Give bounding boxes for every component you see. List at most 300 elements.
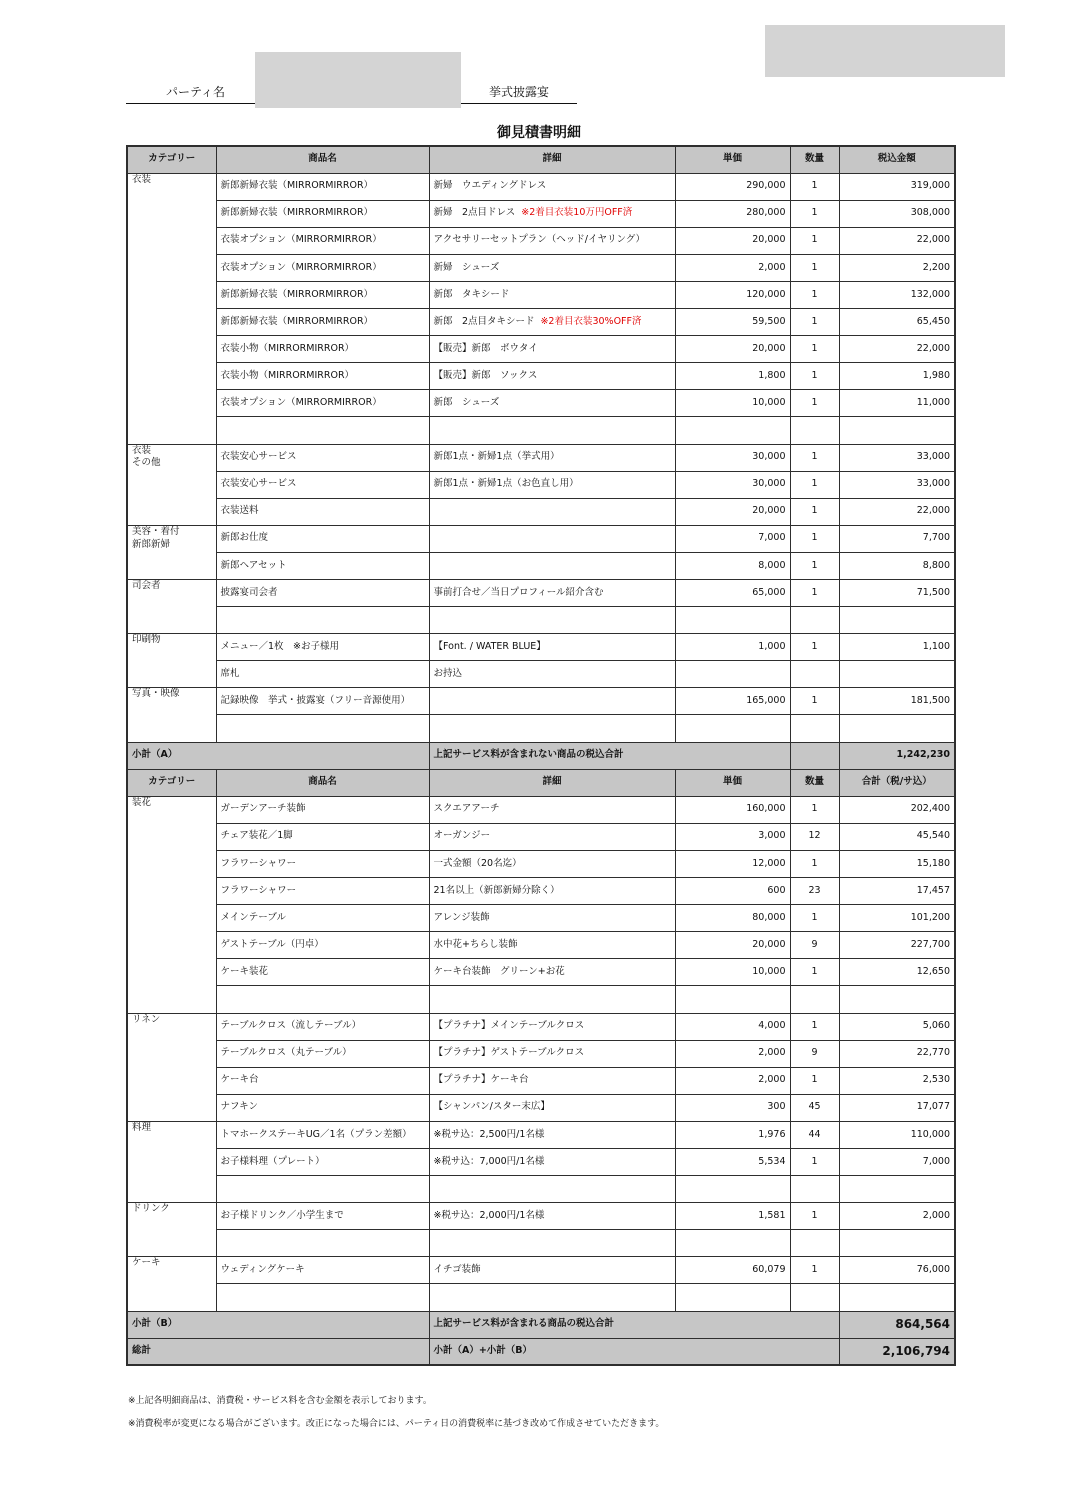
detail-text: 【プラチナ】ケーキ台 (433, 1074, 529, 1086)
quantity-cell: 1 (790, 959, 839, 986)
header-qty: 数量 (790, 769, 839, 796)
amount-cell: 5,060 (839, 1013, 955, 1040)
item-name-cell: 衣装小物（MIRRORMIRROR） (216, 336, 429, 363)
subtotal-a-row-empty (790, 742, 839, 769)
detail-cell (429, 336, 675, 363)
item-name-cell: ゲストテーブル（円卓） (216, 932, 429, 959)
table-row (127, 959, 955, 986)
amount-cell: 15,180 (839, 850, 955, 877)
detail-text: ※税サ込：2,000円/1名様 (433, 1209, 545, 1221)
footnote-2: ※消費税率が変更になる場合がございます。改正になった場合には、パーティ日の消費税率に基づき改めて作成させていただきます。 (128, 1419, 665, 1429)
quantity-cell (790, 1176, 839, 1203)
table-row (127, 796, 955, 823)
detail-text: お持込 (433, 667, 463, 679)
quantity-cell: 9 (790, 932, 839, 959)
unit-price-cell (675, 1176, 790, 1203)
unit-price-cell: 59,500 (675, 309, 790, 336)
unit-price-cell: 2,000 (675, 254, 790, 281)
item-name-cell: チェア装花／1脚 (216, 823, 429, 850)
detail-cell (429, 905, 675, 932)
quantity-cell: 1 (790, 363, 839, 390)
table-row (127, 580, 955, 607)
header-category: カテゴリー (127, 769, 216, 796)
table-row (127, 363, 955, 390)
redacted-box-top-right (765, 25, 1005, 77)
detail-text: オーガンジー (433, 830, 491, 842)
quantity-cell: 1 (790, 309, 839, 336)
detail-cell (429, 552, 675, 579)
unit-price-cell: 60,079 (675, 1257, 790, 1284)
detail-text: 水中花+ちらし装飾 (433, 938, 518, 950)
quantity-cell: 9 (790, 1040, 839, 1067)
amount-cell: 132,000 (839, 281, 955, 308)
unit-price-cell: 600 (675, 878, 790, 905)
unit-price-cell (675, 1230, 790, 1257)
amount-cell (839, 417, 955, 444)
quantity-cell: 1 (790, 1067, 839, 1094)
item-name-cell: 新郎新婦衣装（MIRRORMIRROR） (216, 309, 429, 336)
item-name-cell: 衣装オプション（MIRRORMIRROR） (216, 227, 429, 254)
detail-cell (429, 1121, 675, 1148)
unit-price-cell (675, 661, 790, 688)
unit-price-cell: 30,000 (675, 471, 790, 498)
detail-text: 新婦 ウエディングドレス (433, 180, 547, 192)
detail-text: 【販売】新郎 ソックス (433, 369, 538, 381)
item-name-cell: ウェディングケーキ (216, 1257, 429, 1284)
table-row (127, 1230, 955, 1257)
quantity-cell: 45 (790, 1094, 839, 1121)
amount-cell (839, 1284, 955, 1311)
detail-text: 【シャンパン/スター末広】 (433, 1101, 550, 1113)
category-cell (127, 1203, 216, 1257)
quantity-cell: 1 (790, 552, 839, 579)
amount-cell (839, 715, 955, 742)
unit-price-cell: 1,000 (675, 634, 790, 661)
detail-cell (429, 1284, 675, 1311)
table-row (127, 1013, 955, 1040)
table-row (127, 1121, 955, 1148)
item-name-cell: テーブルクロス（丸テーブル） (216, 1040, 429, 1067)
detail-cell (429, 471, 675, 498)
table-row (127, 525, 955, 552)
subtotal-b-row-label: 小計（B） (127, 1311, 429, 1338)
table-row (127, 309, 955, 336)
party-type-value: 挙式披露宴 (489, 85, 550, 99)
table-row (127, 227, 955, 254)
amount-cell: 202,400 (839, 796, 955, 823)
item-name-cell (216, 1284, 429, 1311)
unit-price-cell: 120,000 (675, 281, 790, 308)
item-name-cell: ナフキン (216, 1094, 429, 1121)
item-name-cell: 記録映像 挙式・披露宴（フリー音源使用） (216, 688, 429, 715)
unit-price-cell: 12,000 (675, 850, 790, 877)
grand-total-row (127, 1338, 955, 1365)
table-row (127, 1176, 955, 1203)
table-row (127, 850, 955, 877)
header-row (127, 769, 955, 796)
item-name-cell: ケーキ装花 (216, 959, 429, 986)
item-name-cell: フラワーシャワー (216, 850, 429, 877)
detail-cell (429, 823, 675, 850)
detail-cell (429, 444, 675, 471)
table-row (127, 688, 955, 715)
item-name-cell: メニュー／1枚 ※お子様用 (216, 634, 429, 661)
detail-text: 一式金額（20名迄） (433, 857, 522, 869)
amount-cell: 2,530 (839, 1067, 955, 1094)
item-name-cell: トマホークステーキUG／1名（プラン差額） (216, 1121, 429, 1148)
redacted-party-name (255, 52, 461, 108)
amount-cell (839, 986, 955, 1013)
unit-price-cell: 8,000 (675, 552, 790, 579)
table-row (127, 661, 955, 688)
detail-text: スクエアアーチ (433, 803, 500, 815)
category-label: ドリンク (132, 1203, 170, 1215)
detail-cell (429, 1094, 675, 1121)
item-name-cell: ガーデンアーチ装飾 (216, 796, 429, 823)
category-cell (127, 1013, 216, 1121)
quantity-cell: 1 (790, 336, 839, 363)
subtotal-a-row (127, 742, 955, 769)
table-row (127, 878, 955, 905)
category-label: リネン (132, 1013, 161, 1025)
unit-price-cell: 65,000 (675, 580, 790, 607)
unit-price-cell: 80,000 (675, 905, 790, 932)
quantity-cell: 44 (790, 1121, 839, 1148)
header-price: 単価 (675, 769, 790, 796)
item-name-cell (216, 1230, 429, 1257)
amount-cell: 22,000 (839, 227, 955, 254)
category-cell (127, 1257, 216, 1311)
detail-cell (429, 796, 675, 823)
unit-price-cell (675, 1284, 790, 1311)
amount-cell: 17,077 (839, 1094, 955, 1121)
detail-text: ※税サ込：7,000円/1名様 (433, 1155, 545, 1167)
detail-text: ※税サ込：2,500円/1名様 (433, 1128, 545, 1140)
unit-price-cell: 2,000 (675, 1040, 790, 1067)
unit-price-cell: 5,534 (675, 1148, 790, 1175)
detail-cell (429, 580, 675, 607)
amount-cell: 308,000 (839, 200, 955, 227)
category-label: その他 (132, 457, 161, 469)
unit-price-cell (675, 607, 790, 634)
document-title: 御見積書明細 (497, 125, 581, 141)
detail-cell (429, 417, 675, 444)
header-detail: 詳細 (429, 146, 675, 173)
table-row (127, 715, 955, 742)
detail-cell (429, 254, 675, 281)
header-row (127, 146, 955, 173)
detail-text: 新婦 2点目ドレス (433, 207, 516, 219)
detail-cell (429, 498, 675, 525)
quantity-cell: 1 (790, 254, 839, 281)
amount-cell: 2,200 (839, 254, 955, 281)
unit-price-cell: 30,000 (675, 444, 790, 471)
item-name-cell: 新郎新婦衣装（MIRRORMIRROR） (216, 173, 429, 200)
amount-cell: 17,457 (839, 878, 955, 905)
detail-text: 新郎 2点目タキシード (433, 315, 535, 327)
detail-text: 【販売】新郎 ボウタイ (433, 342, 538, 354)
category-label: ケーキ (132, 1257, 161, 1269)
party-name-underline (126, 103, 255, 104)
party-name-label: パーティ名 (166, 85, 226, 99)
item-name-cell (216, 715, 429, 742)
detail-cell (429, 986, 675, 1013)
subtotal-b-row-amount: 864,564 (839, 1311, 955, 1338)
amount-cell: 1,980 (839, 363, 955, 390)
detail-cell (429, 227, 675, 254)
detail-text: ケーキ台装飾 グリーン+お花 (433, 965, 565, 977)
unit-price-cell: 20,000 (675, 498, 790, 525)
discount-note: ※2着目衣装30%OFF済 (540, 315, 642, 327)
quantity-cell: 1 (790, 688, 839, 715)
amount-cell: 7,000 (839, 1148, 955, 1175)
quantity-cell: 1 (790, 580, 839, 607)
detail-text: アレンジ装飾 (433, 911, 490, 923)
category-cell (127, 525, 216, 579)
category-cell (127, 580, 216, 634)
quantity-cell (790, 607, 839, 634)
header-item: 商品名 (216, 146, 429, 173)
quantity-cell: 1 (790, 444, 839, 471)
category-label: 衣装 (132, 444, 152, 456)
quantity-cell: 1 (790, 1013, 839, 1040)
category-cell (127, 634, 216, 688)
header-amount: 合計（税/サ込） (839, 769, 955, 796)
quantity-cell: 1 (790, 1257, 839, 1284)
item-name-cell (216, 986, 429, 1013)
table-row (127, 986, 955, 1013)
discount-note: ※2着目衣装10万円OFF済 (521, 207, 633, 219)
unit-price-cell: 1,800 (675, 363, 790, 390)
detail-cell (429, 390, 675, 417)
detail-cell (429, 607, 675, 634)
estimate-table (126, 145, 956, 1366)
detail-cell (429, 1148, 675, 1175)
item-name-cell: ケーキ台 (216, 1067, 429, 1094)
table-row (127, 905, 955, 932)
category-label: 装花 (132, 796, 152, 808)
header-category: カテゴリー (127, 146, 216, 173)
quantity-cell (790, 417, 839, 444)
table-row (127, 932, 955, 959)
category-label: 料理 (132, 1121, 152, 1133)
item-name-cell: 衣装小物（MIRRORMIRROR） (216, 363, 429, 390)
table-row (127, 498, 955, 525)
detail-text: 新婦 シューズ (433, 261, 500, 273)
quantity-cell (790, 715, 839, 742)
amount-cell: 33,000 (839, 471, 955, 498)
table-row (127, 1040, 955, 1067)
subtotal-a-row-description: 上記サービス料が含まれない商品の税込合計 (429, 742, 790, 769)
subtotal-a-row-amount: 1,242,230 (839, 742, 955, 769)
quantity-cell: 1 (790, 200, 839, 227)
unit-price-cell: 290,000 (675, 173, 790, 200)
detail-cell (429, 634, 675, 661)
unit-price-cell (675, 986, 790, 1013)
item-name-cell: 新郎ヘアセット (216, 552, 429, 579)
amount-cell: 2,000 (839, 1203, 955, 1230)
detail-text: アクセサリーセットプラン（ヘッド/イヤリング） (433, 234, 646, 246)
amount-cell: 22,000 (839, 336, 955, 363)
amount-cell: 22,770 (839, 1040, 955, 1067)
detail-cell (429, 1067, 675, 1094)
footnote-1: ※上記各明細商品は、消費税・サービス料を含む金額を表示しております。 (128, 1396, 432, 1406)
detail-cell (429, 1203, 675, 1230)
quantity-cell (790, 1230, 839, 1257)
detail-cell (429, 959, 675, 986)
detail-cell (429, 932, 675, 959)
quantity-cell: 1 (790, 390, 839, 417)
detail-cell (429, 1040, 675, 1067)
unit-price-cell: 1,581 (675, 1203, 790, 1230)
detail-text: 【プラチナ】メインテーブルクロス (433, 1020, 585, 1032)
table-row (127, 444, 955, 471)
detail-cell (429, 878, 675, 905)
amount-cell: 8,800 (839, 552, 955, 579)
item-name-cell: 披露宴司会者 (216, 580, 429, 607)
quantity-cell: 1 (790, 1148, 839, 1175)
header-item: 商品名 (216, 769, 429, 796)
item-name-cell: 新郎新婦衣装（MIRRORMIRROR） (216, 281, 429, 308)
detail-cell (429, 688, 675, 715)
subtotal-b-row (127, 1311, 955, 1338)
table-row (127, 417, 955, 444)
detail-cell (429, 1176, 675, 1203)
detail-text: 新郎1点・新婦1点（挙式用） (433, 451, 560, 463)
amount-cell: 45,540 (839, 823, 955, 850)
unit-price-cell: 3,000 (675, 823, 790, 850)
amount-cell: 181,500 (839, 688, 955, 715)
amount-cell (839, 661, 955, 688)
header-qty: 数量 (790, 146, 839, 173)
category-cell (127, 444, 216, 525)
unit-price-cell: 1,976 (675, 1121, 790, 1148)
quantity-cell: 1 (790, 796, 839, 823)
table-row (127, 634, 955, 661)
table-row (127, 254, 955, 281)
amount-cell: 227,700 (839, 932, 955, 959)
detail-cell (429, 200, 675, 227)
item-name-cell: 新郎新婦衣装（MIRRORMIRROR） (216, 200, 429, 227)
quantity-cell: 1 (790, 471, 839, 498)
quantity-cell: 1 (790, 634, 839, 661)
unit-price-cell: 20,000 (675, 227, 790, 254)
item-name-cell: お子様料理（プレート） (216, 1148, 429, 1175)
item-name-cell: 衣装オプション（MIRRORMIRROR） (216, 390, 429, 417)
detail-cell (429, 661, 675, 688)
table-row (127, 607, 955, 634)
table-row (127, 823, 955, 850)
item-name-cell: 衣装安心サービス (216, 444, 429, 471)
item-name-cell: テーブルクロス（流しテーブル） (216, 1013, 429, 1040)
grand-total-row-label: 総計 (127, 1338, 429, 1365)
unit-price-cell: 4,000 (675, 1013, 790, 1040)
grand-total-row-amount: 2,106,794 (839, 1338, 955, 1365)
header-amount: 税込金額 (839, 146, 955, 173)
detail-cell (429, 309, 675, 336)
category-label: 新郎新婦 (132, 538, 171, 550)
quantity-cell: 12 (790, 823, 839, 850)
detail-cell (429, 1230, 675, 1257)
subtotal-b-row-description: 上記サービス料が含まれる商品の税込合計 (429, 1311, 839, 1338)
quantity-cell: 1 (790, 905, 839, 932)
table-row (127, 1203, 955, 1230)
amount-cell: 319,000 (839, 173, 955, 200)
detail-cell (429, 850, 675, 877)
amount-cell: 110,000 (839, 1121, 955, 1148)
amount-cell (839, 1176, 955, 1203)
item-name-cell (216, 607, 429, 634)
unit-price-cell: 2,000 (675, 1067, 790, 1094)
unit-price-cell: 10,000 (675, 390, 790, 417)
detail-text: 新郎 シューズ (433, 396, 500, 408)
unit-price-cell: 10,000 (675, 959, 790, 986)
table-row (127, 281, 955, 308)
unit-price-cell (675, 417, 790, 444)
table-row (127, 1257, 955, 1284)
category-label: 司会者 (132, 580, 161, 591)
table-row (127, 200, 955, 227)
amount-cell: 1,100 (839, 634, 955, 661)
detail-cell (429, 1013, 675, 1040)
unit-price-cell: 160,000 (675, 796, 790, 823)
amount-cell (839, 607, 955, 634)
quantity-cell: 1 (790, 850, 839, 877)
amount-cell: 71,500 (839, 580, 955, 607)
amount-cell (839, 1230, 955, 1257)
category-label: 写真・映像 (132, 688, 180, 700)
category-label: 衣装 (132, 173, 152, 185)
table-row (127, 552, 955, 579)
category-label: 美容・着付 (132, 525, 180, 537)
amount-cell: 33,000 (839, 444, 955, 471)
quantity-cell: 1 (790, 525, 839, 552)
detail-text: イチゴ装飾 (433, 1263, 481, 1275)
item-name-cell (216, 1176, 429, 1203)
item-name-cell: 衣装安心サービス (216, 471, 429, 498)
item-name-cell (216, 417, 429, 444)
category-cell (127, 1121, 216, 1202)
detail-text: 【プラチナ】ゲストテーブルクロス (433, 1047, 585, 1059)
item-name-cell: 席札 (216, 661, 429, 688)
category-cell (127, 796, 216, 1013)
item-name-cell: 衣装送料 (216, 498, 429, 525)
table-row (127, 1148, 955, 1175)
detail-text: 新郎 タキシード (433, 288, 510, 300)
grand-total-row-description: 小計（A）+小計（B） (429, 1338, 839, 1365)
category-cell (127, 173, 216, 444)
header-detail: 詳細 (429, 769, 675, 796)
detail-text: 21名以上（新郎新婦分除く） (433, 884, 560, 896)
amount-cell: 12,650 (839, 959, 955, 986)
table-row (127, 336, 955, 363)
unit-price-cell: 20,000 (675, 932, 790, 959)
unit-price-cell: 20,000 (675, 336, 790, 363)
quantity-cell: 1 (790, 1203, 839, 1230)
amount-cell: 101,200 (839, 905, 955, 932)
quantity-cell: 23 (790, 878, 839, 905)
table-row (127, 1067, 955, 1094)
item-name-cell: メインテーブル (216, 905, 429, 932)
detail-cell (429, 525, 675, 552)
quantity-cell (790, 661, 839, 688)
detail-cell (429, 281, 675, 308)
quantity-cell: 1 (790, 498, 839, 525)
quantity-cell: 1 (790, 173, 839, 200)
item-name-cell: 新郎お仕度 (216, 525, 429, 552)
quantity-cell: 1 (790, 227, 839, 254)
item-name-cell: 衣装オプション（MIRRORMIRROR） (216, 254, 429, 281)
